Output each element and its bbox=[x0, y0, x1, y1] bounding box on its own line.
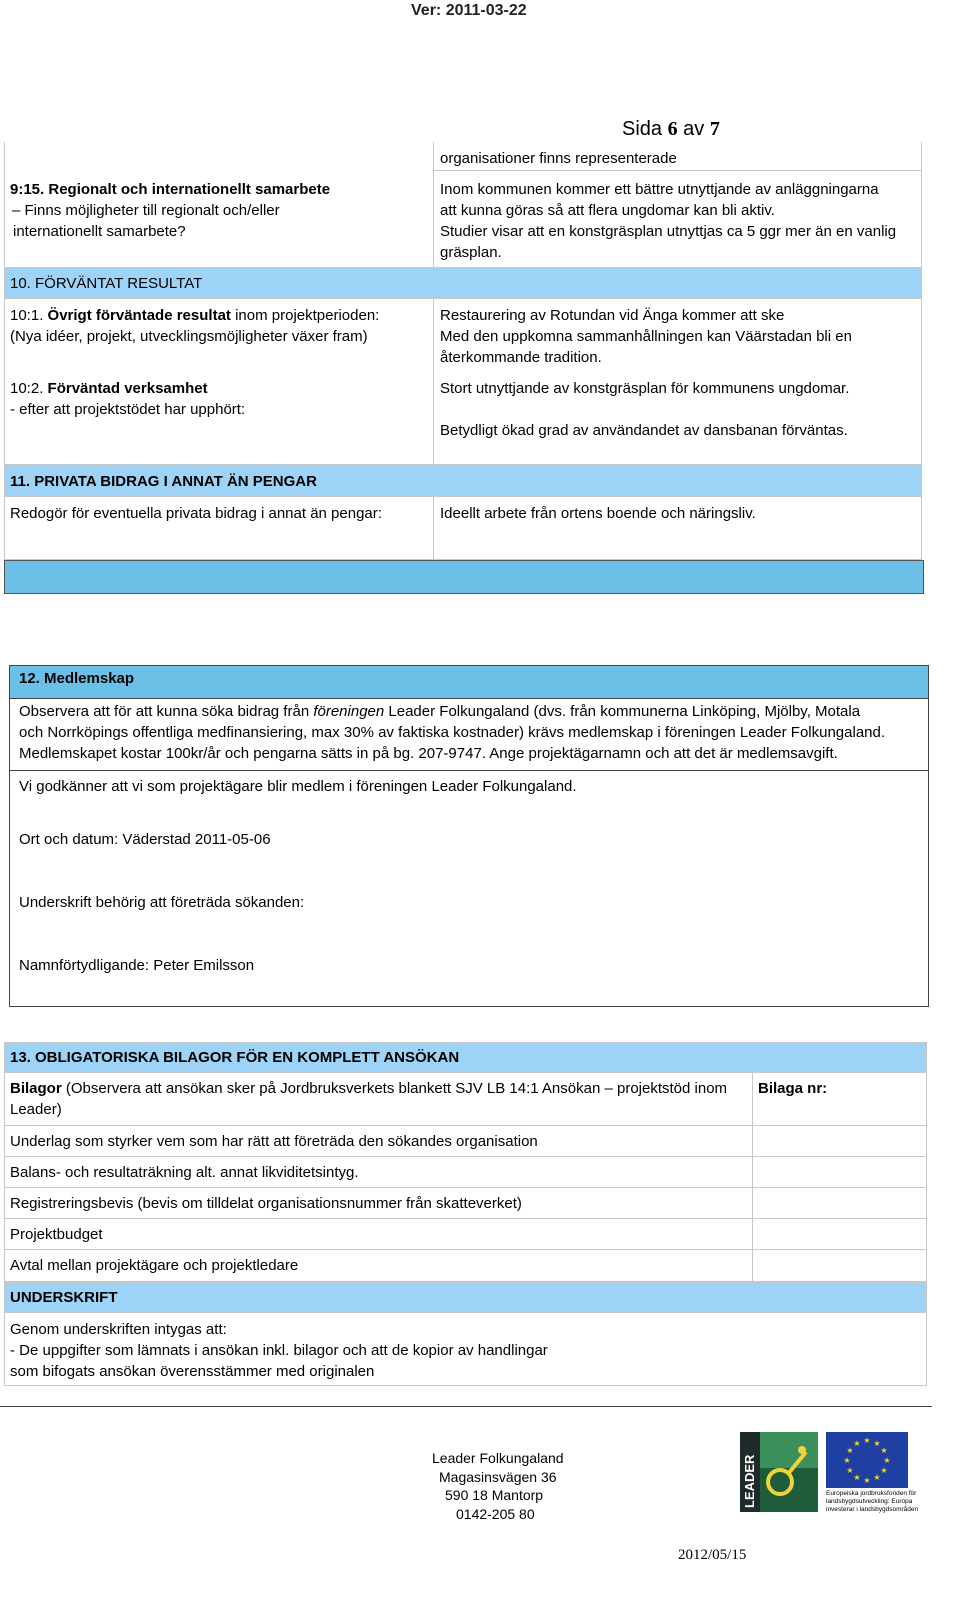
svg-text:★: ★ bbox=[880, 1466, 888, 1475]
bilaga-item: Avtal mellan projektägare och projektledare bbox=[10, 1257, 299, 1274]
a10-1-line2: Med den uppkomna sammanhållningen kan Väärstadan bli en bbox=[440, 328, 852, 345]
section13-row-sep-2 bbox=[4, 1156, 927, 1157]
section12-heading: 12. Medlemskap bbox=[19, 670, 135, 687]
section12-place-date: Ort och datum: Väderstad 2011-05-06 bbox=[19, 831, 271, 848]
section13-row-sep-4 bbox=[4, 1218, 927, 1219]
svg-text:★: ★ bbox=[873, 1439, 881, 1448]
section12-p1-line3: Medlemskapet kostar 100kr/år och pengarna sätts in på bg. 207-9747. Ange projektägarnamn och att det är medlemsavgift. bbox=[19, 745, 838, 762]
footer-org: Leader Folkungaland bbox=[432, 1450, 564, 1466]
a15-line3: Studier visar att en konstgräsplan utnyttjas ca 5 ggr mer än en vanlig bbox=[440, 223, 897, 240]
eu-flag-icon bbox=[826, 1432, 908, 1488]
eu-text-3: investerar i landsbygdsområden bbox=[826, 1506, 919, 1513]
footer-street: Magasinsvägen 36 bbox=[439, 1469, 557, 1485]
q15-title: 9:15. Regionalt och internationellt samarbete bbox=[10, 181, 331, 198]
bilagor-bold: Bilagor bbox=[10, 1080, 62, 1097]
svg-text:★: ★ bbox=[873, 1473, 881, 1482]
section12-p1-a: Observera att för att kunna söka bidrag från bbox=[19, 703, 314, 720]
a10-2-line1: Stort utnyttjande av konstgräsplan för kommunens ungdomar. bbox=[440, 380, 850, 397]
bilagor-line1 bbox=[10, 1078, 727, 1099]
date-stamp: 2012/05/15 bbox=[678, 1547, 747, 1563]
svg-text:★: ★ bbox=[883, 1456, 891, 1465]
q10-1-line2: (Nya idéer, projekt, utvecklingsmöjligheter växer fram) bbox=[10, 328, 368, 345]
footer-phone: 0142-205 80 bbox=[456, 1506, 535, 1522]
svg-text:★: ★ bbox=[880, 1446, 888, 1455]
svg-text:★: ★ bbox=[863, 1436, 871, 1445]
section13-row-sep-3 bbox=[4, 1187, 927, 1188]
q15-line2: – Finns möjligheter till regionalt och/eller bbox=[12, 202, 280, 219]
section11-question: Redogör för eventuella privata bidrag i annat än pengar: bbox=[10, 505, 382, 522]
bilagor-rest: (Observera att ansökan sker på Jordbruksverkets blankett SJV LB 14:1 Ansökan – projektstöd inom bbox=[61, 1080, 728, 1097]
section11-divider bbox=[433, 497, 434, 560]
section11-bottom-bar bbox=[4, 560, 924, 594]
bilaga-item: Registreringsbevis (bevis om tilldelat organisationsnummer från skatteverket) bbox=[10, 1195, 522, 1212]
eu-text-1: Europeiska jordbruksfonden för bbox=[826, 1490, 917, 1497]
footer-postal: 590 18 Mantorp bbox=[445, 1487, 544, 1503]
svg-text:★: ★ bbox=[846, 1446, 854, 1455]
section13-heading: 13. OBLIGATORISKA BILAGOR FÖR EN KOMPLETT ANSÖKAN bbox=[10, 1049, 460, 1066]
q10-1-bold: Övrigt förväntade resultat bbox=[47, 307, 231, 324]
q10-2-bold: Förväntad verksamhet bbox=[47, 380, 208, 397]
eu-flag bbox=[826, 1432, 908, 1488]
signature-heading-bar bbox=[4, 1282, 927, 1313]
section12-p1 bbox=[19, 701, 860, 722]
upper-divider bbox=[433, 142, 434, 267]
signature-heading: UNDERSKRIFT bbox=[10, 1289, 118, 1306]
bilaga-item: Projektbudget bbox=[10, 1226, 103, 1243]
page-total: 7 bbox=[709, 118, 720, 140]
a10-1-line1: Restaurering av Rotundan vid Änga kommer att ske bbox=[440, 307, 785, 324]
leader-logo bbox=[740, 1432, 818, 1512]
upper-divider-2 bbox=[433, 299, 434, 465]
page-number bbox=[622, 116, 720, 142]
bilaga-nr-label: Bilaga nr: bbox=[758, 1080, 828, 1097]
q10-1 bbox=[10, 305, 379, 326]
svg-text:★: ★ bbox=[843, 1456, 851, 1465]
version-label: Ver: 2011-03-22 bbox=[411, 2, 527, 19]
a15-line4: gräsplan. bbox=[440, 244, 502, 261]
svg-text:★: ★ bbox=[863, 1476, 871, 1485]
svg-text:★: ★ bbox=[846, 1466, 854, 1475]
section12-heading-bar bbox=[10, 666, 928, 699]
org-represented: organisationer finns representerade bbox=[440, 150, 677, 167]
section12-signature: Underskrift behörig att företräda sökanden: bbox=[19, 894, 305, 911]
q10-1-rest: inom projektperioden: bbox=[230, 307, 380, 324]
section12-p1-b: Leader Folkungaland (dvs. från kommunerna Linköping, Mjölby, Motala bbox=[384, 703, 861, 720]
page-label: Sida bbox=[622, 118, 663, 140]
section13-row-sep-1 bbox=[4, 1125, 927, 1126]
bilaga-item: Balans- och resultaträkning alt. annat likviditetsintyg. bbox=[10, 1164, 359, 1181]
q15-line3: internationellt samarbete? bbox=[13, 223, 186, 240]
sig-line3: som bifogats ansökan överensstämmer med originalen bbox=[10, 1363, 375, 1380]
section12-p1-line2: och Norrköpings offentliga medfinansiering, max 30% av faktiska kostnader) krävs medlemskap i föreningen Leader Folkungaland. bbox=[19, 724, 886, 741]
section12-name: Namnförtydligande: Peter Emilsson bbox=[19, 957, 255, 974]
bilagor-line2: Leader) bbox=[10, 1101, 62, 1118]
leader-logo-icon bbox=[740, 1432, 818, 1512]
upper-hline bbox=[433, 170, 922, 171]
eu-text-2: landsbygdsutveckling: Europa bbox=[826, 1498, 913, 1505]
page-current: 6 bbox=[667, 118, 678, 140]
section11-heading: 11. PRIVATA BIDRAG I ANNAT ÄN PENGAR bbox=[10, 473, 317, 490]
section12-sep bbox=[10, 770, 928, 771]
a15-line2: att kunna göras så att flera ungdomar kan bli aktiv. bbox=[440, 202, 775, 219]
q10-2-line2: - efter att projektstödet har upphört: bbox=[10, 401, 246, 418]
q10-2-num: 10:2. bbox=[10, 380, 48, 397]
section11-answer: Ideellt arbete från ortens boende och näringsliv. bbox=[440, 505, 756, 522]
q10-2 bbox=[10, 378, 208, 399]
a15-line1: Inom kommunen kommer ett bättre utnyttjande av anläggningarna bbox=[440, 181, 879, 198]
leader-logo-text: LEADER bbox=[742, 1454, 757, 1508]
q10-1-num: 10:1. bbox=[10, 307, 48, 324]
sig-line1: Genom underskriften intygas att: bbox=[10, 1321, 227, 1338]
sig-line2: - De uppgifter som lämnats i ansökan inkl. bilagor och att de kopior av handlingar bbox=[10, 1342, 548, 1359]
bilaga-item: Underlag som styrker vem som har rätt att företräda den sökandes organisation bbox=[10, 1133, 538, 1150]
footer-rule bbox=[0, 1406, 932, 1407]
a10-2-line2: Betydligt ökad grad av användandet av dansbanan förväntas. bbox=[440, 422, 848, 439]
section10-heading: 10. FÖRVÄNTAT RESULTAT bbox=[10, 275, 203, 292]
svg-text:★: ★ bbox=[853, 1473, 861, 1482]
section12-approve: Vi godkänner att vi som projektägare blir medlem i föreningen Leader Folkungaland. bbox=[19, 778, 577, 795]
page-sep: av bbox=[683, 118, 705, 140]
a10-1-line3: återkommande tradition. bbox=[440, 349, 602, 366]
section13-row-sep-5 bbox=[4, 1249, 927, 1250]
svg-text:★: ★ bbox=[853, 1439, 861, 1448]
section13-divider bbox=[752, 1073, 753, 1282]
section12-p1-italic: föreningen bbox=[313, 703, 385, 720]
